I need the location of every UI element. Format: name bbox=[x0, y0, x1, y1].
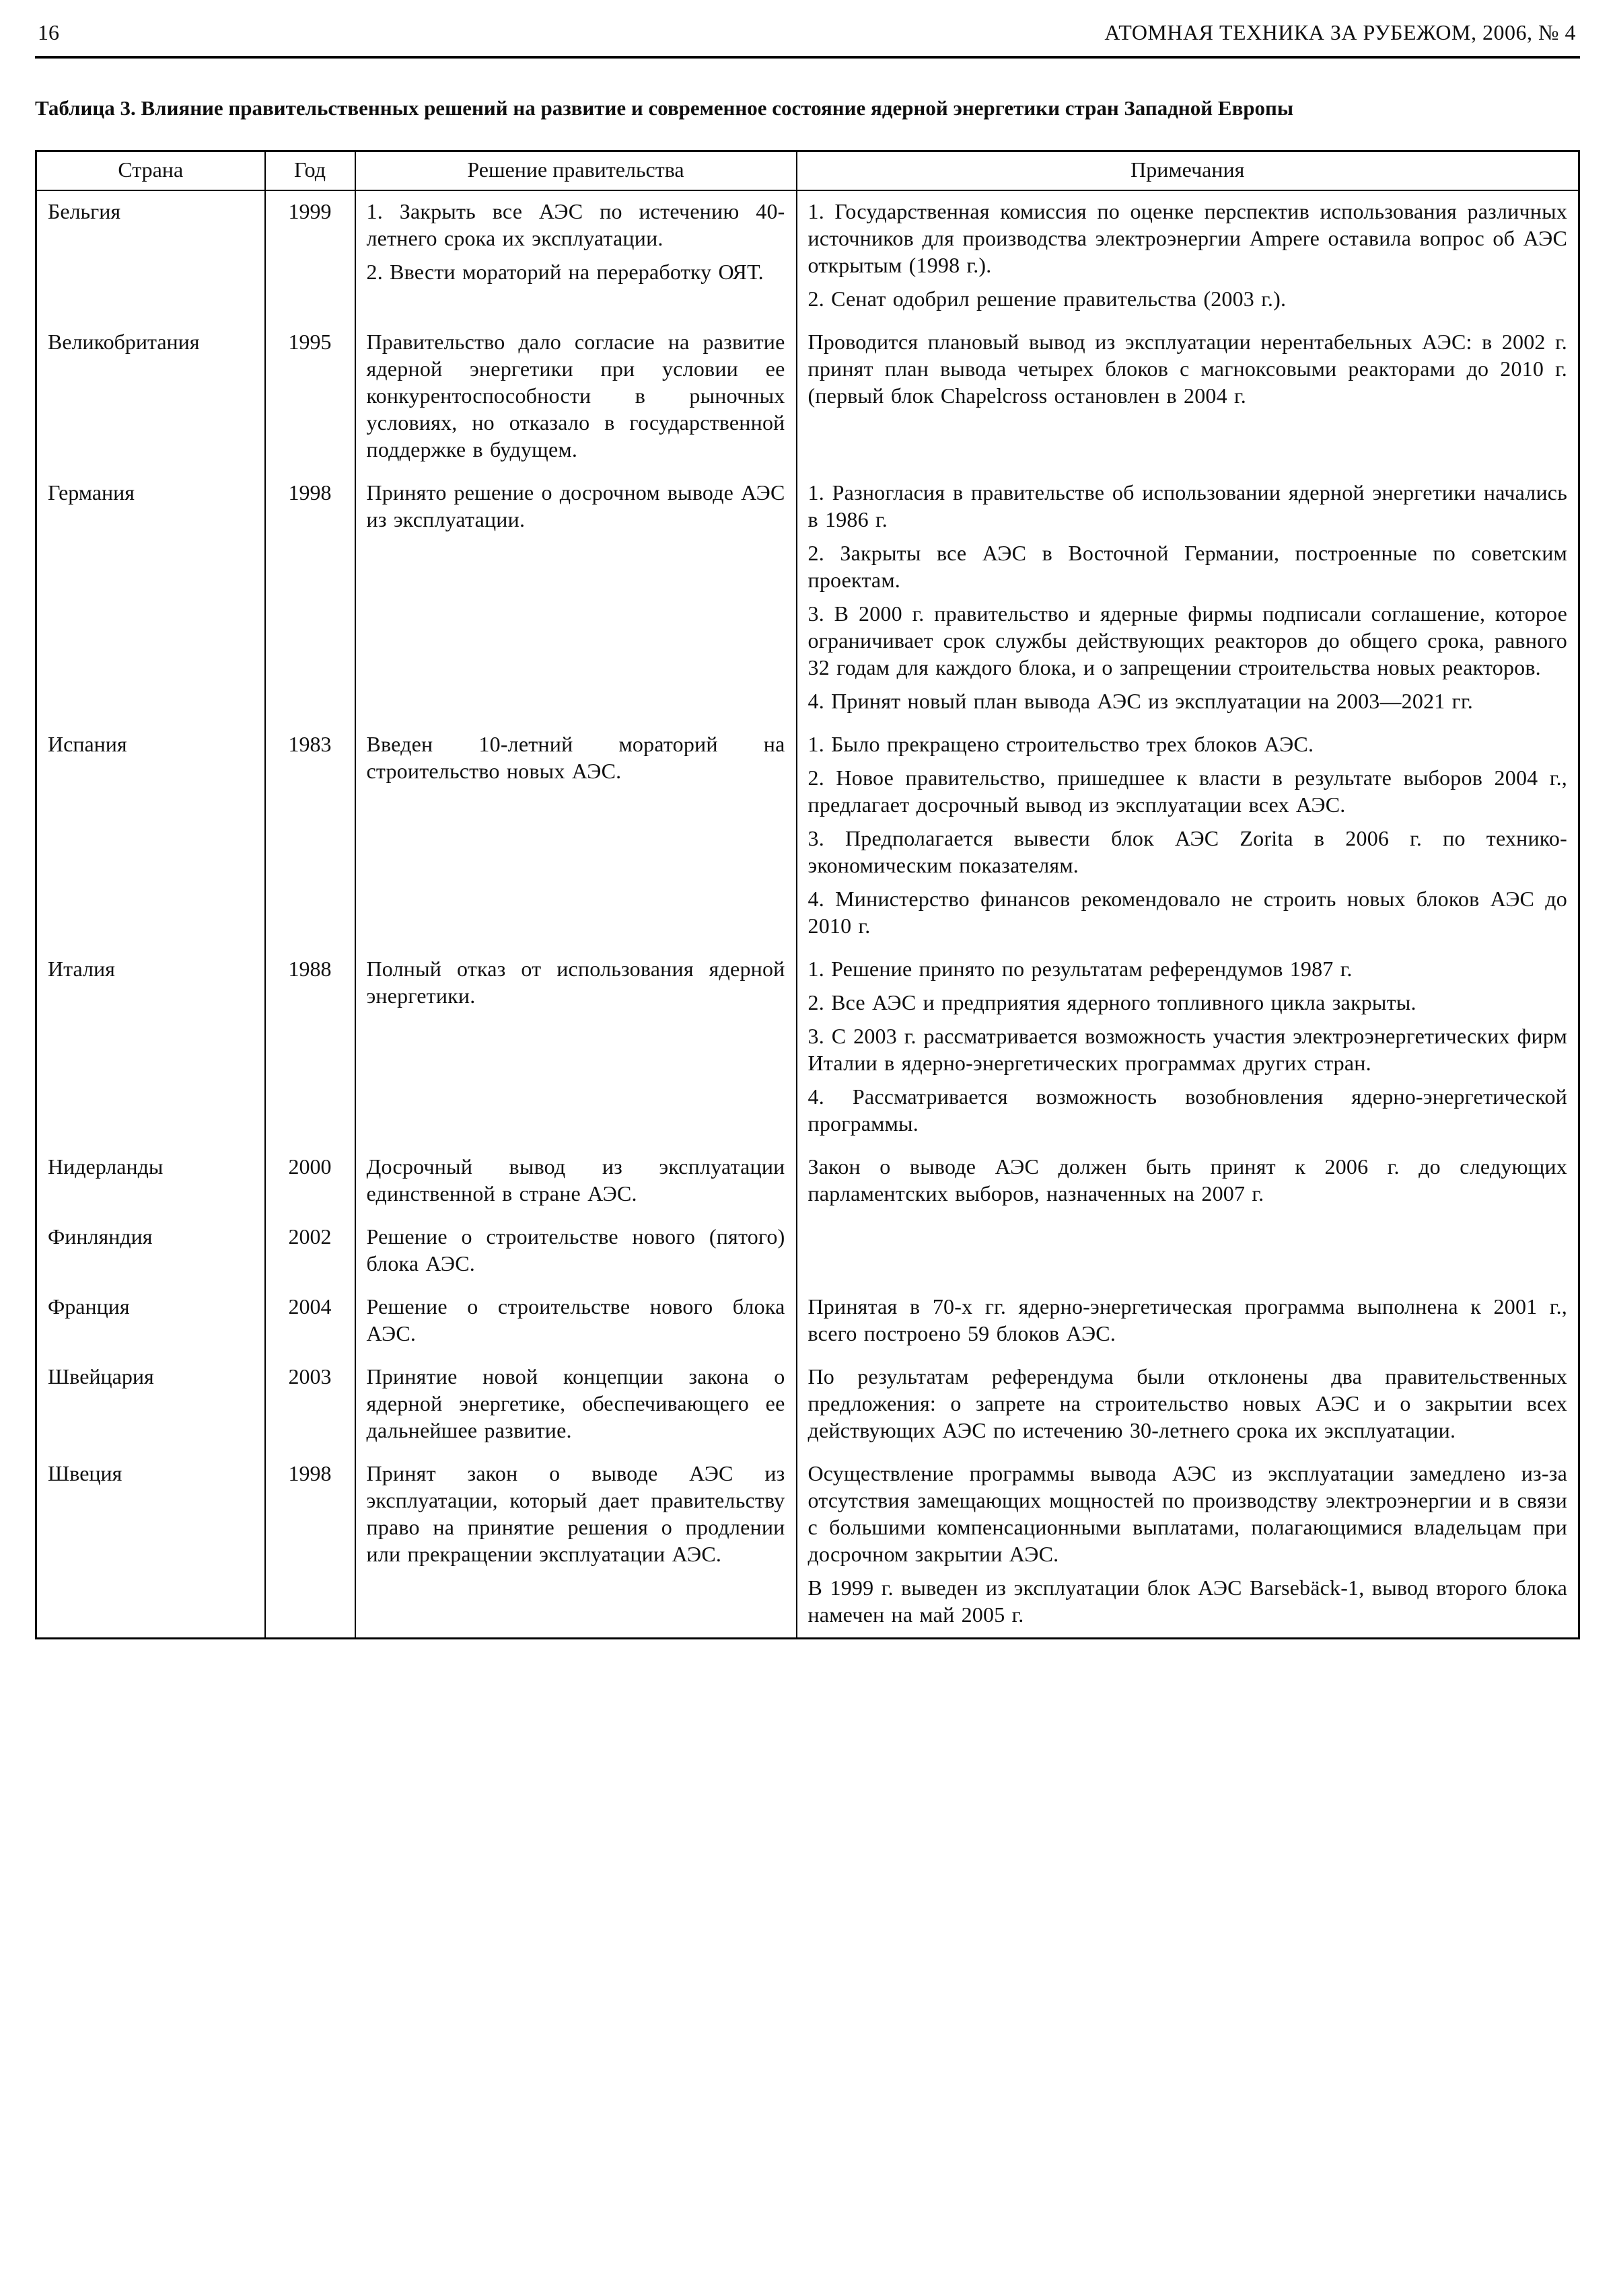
notes-cell bbox=[797, 949, 1579, 1146]
country-cell: Швеция bbox=[36, 1453, 265, 1639]
year-cell: 2004 bbox=[265, 1286, 355, 1356]
country-cell: Германия bbox=[36, 472, 265, 724]
decision-paragraph: Принят закон о выводе АЭС из эксплуатации, который дает правительству право на принятие решения о продлении или прекращении эксплуатации АЭС. bbox=[366, 1461, 785, 1566]
country-cell: Великобритания bbox=[36, 322, 265, 472]
decision-cell bbox=[355, 322, 797, 472]
decision-paragraph: 1. Закрыть все АЭС по истечению 40-летнего срока их эксплуатации. bbox=[366, 199, 785, 250]
notes-cell bbox=[797, 724, 1579, 949]
page-number: 16 bbox=[38, 20, 59, 44]
notes-paragraph: 2. Все АЭС и предприятия ядерного топливного цикла закрыты. bbox=[808, 990, 1416, 1014]
column-header-decision: Решение правительства bbox=[355, 151, 797, 191]
column-header-country: Страна bbox=[36, 151, 265, 191]
notes-paragraph: 2. Закрыты все АЭС в Восточной Германии, построенные по советским проектам. bbox=[808, 541, 1567, 592]
table-body bbox=[36, 190, 1579, 1639]
notes-paragraph: 1. Решение принято по результатам референдумов 1987 г. bbox=[808, 957, 1353, 981]
table-row bbox=[36, 322, 1579, 472]
decision-cell bbox=[355, 472, 797, 724]
notes-cell bbox=[797, 190, 1579, 322]
table-row bbox=[36, 1356, 1579, 1453]
notes-cell bbox=[797, 1453, 1579, 1639]
country-cell: Испания bbox=[36, 724, 265, 949]
year-cell: 1995 bbox=[265, 322, 355, 472]
table-header-row bbox=[36, 151, 1579, 191]
decision-cell bbox=[355, 1146, 797, 1216]
year-cell: 1983 bbox=[265, 724, 355, 949]
table-row bbox=[36, 1286, 1579, 1356]
decision-paragraph: Правительство дало согласие на развитие ядерной энергетики при условии ее конкурентоспособности в рыночных условиях, но отказало в государственной поддержке в будущем. bbox=[366, 330, 785, 461]
table-row bbox=[36, 1146, 1579, 1216]
decision-paragraph: 2. Ввести мораторий на переработку ОЯТ. bbox=[366, 260, 764, 284]
decision-cell bbox=[355, 190, 797, 322]
year-cell: 2002 bbox=[265, 1216, 355, 1286]
notes-cell bbox=[797, 1356, 1579, 1453]
notes-paragraph: 4. Принят новый план вывода АЭС из эксплуатации на 2003—2021 гг. bbox=[808, 689, 1473, 713]
notes-paragraph: 1. Было прекращено строительство трех блоков АЭС. bbox=[808, 732, 1314, 756]
table-row bbox=[36, 1453, 1579, 1639]
decision-cell bbox=[355, 1286, 797, 1356]
country-cell: Италия bbox=[36, 949, 265, 1146]
year-cell: 1998 bbox=[265, 1453, 355, 1639]
year-cell: 2003 bbox=[265, 1356, 355, 1453]
notes-paragraph: 4. Рассматривается возможность возобновления ядерно-энергетической программы. bbox=[808, 1084, 1567, 1136]
table-row bbox=[36, 724, 1579, 949]
notes-paragraph: 1. Разногласия в правительстве об использовании ядерной энергетики начались в 1986 г. bbox=[808, 480, 1567, 531]
decision-paragraph: Принято решение о досрочном выводе АЭС из эксплуатации. bbox=[366, 480, 785, 531]
notes-paragraph: 3. В 2000 г. правительство и ядерные фирмы подписали соглашение, которое ограничивает срок службы действующих реакторов до общего срока, равного 32 годам для каждого блока, и о запрещении строительства новых реакторов. bbox=[808, 601, 1567, 679]
notes-cell bbox=[797, 1286, 1579, 1356]
country-cell: Финляндия bbox=[36, 1216, 265, 1286]
notes-cell bbox=[797, 1146, 1579, 1216]
notes-paragraph: По результатам референдума были отклонены два правительственных предложения: о запрете на строительство новых АЭС и о закрытии всех действующих АЭС по истечению 30-летнего срока их эксплуатации. bbox=[808, 1364, 1567, 1442]
decision-paragraph: Принятие новой концепции закона о ядерной энергетике, обеспечивающего ее дальнейшее развитие. bbox=[366, 1364, 785, 1442]
notes-paragraph: 4. Министерство финансов рекомендовало не строить новых блоков АЭС до 2010 г. bbox=[808, 887, 1567, 938]
table-row bbox=[36, 190, 1579, 322]
country-cell: Бельгия bbox=[36, 190, 265, 322]
notes-cell bbox=[797, 472, 1579, 724]
notes-paragraph: Принятая в 70-х гг. ядерно-энергетическая программа выполнена к 2001 г., всего построено 59 блоков АЭС. bbox=[808, 1294, 1567, 1345]
decision-paragraph: Решение о строительстве нового блока АЭС. bbox=[366, 1294, 785, 1345]
country-cell: Швейцария bbox=[36, 1356, 265, 1453]
decision-cell bbox=[355, 1453, 797, 1639]
decision-paragraph: Полный отказ от использования ядерной энергетики. bbox=[366, 957, 785, 1008]
table-row bbox=[36, 1216, 1579, 1286]
year-cell: 1998 bbox=[265, 472, 355, 724]
page-header bbox=[35, 16, 1580, 59]
decision-paragraph: Решение о строительстве нового (пятого) блока АЭС. bbox=[366, 1224, 785, 1275]
decision-paragraph: Введен 10-летний мораторий на строительство новых АЭС. bbox=[366, 732, 785, 783]
decision-cell bbox=[355, 949, 797, 1146]
data-table bbox=[35, 150, 1580, 1639]
decision-cell bbox=[355, 724, 797, 949]
decision-paragraph: Досрочный вывод из эксплуатации единственной в стране АЭС. bbox=[366, 1154, 785, 1206]
notes-paragraph: 2. Новое правительство, пришедшее к власти в результате выборов 2004 г., предлагает досрочный вывод из эксплуатации всех АЭС. bbox=[808, 766, 1567, 817]
table-caption: Таблица 3. Влияние правительственных решений на развитие и современное состояние ядерной энергетики стран Западной Европы bbox=[35, 96, 1294, 120]
table-row bbox=[36, 472, 1579, 724]
column-header-year: Год bbox=[265, 151, 355, 191]
year-cell: 1988 bbox=[265, 949, 355, 1146]
notes-paragraph: Проводится плановый вывод из эксплуатации нерентабельных АЭС: в 2002 г. принят план вывода четырех блоков с магноксовыми реакторами до 2010 г. (первый блок Chapelcross остановлен в 2004 г. bbox=[808, 330, 1567, 408]
notes-paragraph: Закон о выводе АЭС должен быть принят к 2006 г. до следующих парламентских выборов, назначенных на 2007 г. bbox=[808, 1154, 1567, 1206]
journal-title: АТОМНАЯ ТЕХНИКА ЗА РУБЕЖОМ, 2006, № 4 bbox=[1104, 20, 1576, 44]
decision-cell bbox=[355, 1356, 797, 1453]
notes-paragraph: 2. Сенат одобрил решение правительства (2003 г.). bbox=[808, 287, 1287, 311]
notes-cell bbox=[797, 1216, 1579, 1286]
country-cell: Франция bbox=[36, 1286, 265, 1356]
table-row bbox=[36, 949, 1579, 1146]
column-header-notes: Примечания bbox=[797, 151, 1579, 191]
year-cell: 2000 bbox=[265, 1146, 355, 1216]
notes-paragraph: 3. С 2003 г. рассматривается возможность участия электроэнергетических фирм Италии в ядерно-энергетических программах других стран. bbox=[808, 1024, 1567, 1075]
notes-paragraph: 1. Государственная комиссия по оценке перспектив использования различных источников для производства электроэнергии Ampere оставила вопрос об АЭС открытым (1998 г.). bbox=[808, 199, 1567, 277]
decision-cell bbox=[355, 1216, 797, 1286]
country-cell: Нидерланды bbox=[36, 1146, 265, 1216]
notes-paragraph: В 1999 г. выведен из эксплуатации блок АЭС Barsebäck-1, вывод второго блока намечен на май 2005 г. bbox=[808, 1576, 1567, 1627]
year-cell: 1999 bbox=[265, 190, 355, 322]
notes-cell bbox=[797, 322, 1579, 472]
notes-paragraph: 3. Предполагается вывести блок АЭС Zorita в 2006 г. по технико-экономическим показателям. bbox=[808, 826, 1567, 877]
notes-paragraph: Осуществление программы вывода АЭС из эксплуатации замедлено из-за отсутствия замещающих мощностей по производству электроэнергии и в связи с большими компенсационными выплатами, полагающимися владельцам при досрочном закрытии АЭС. bbox=[808, 1461, 1567, 1566]
